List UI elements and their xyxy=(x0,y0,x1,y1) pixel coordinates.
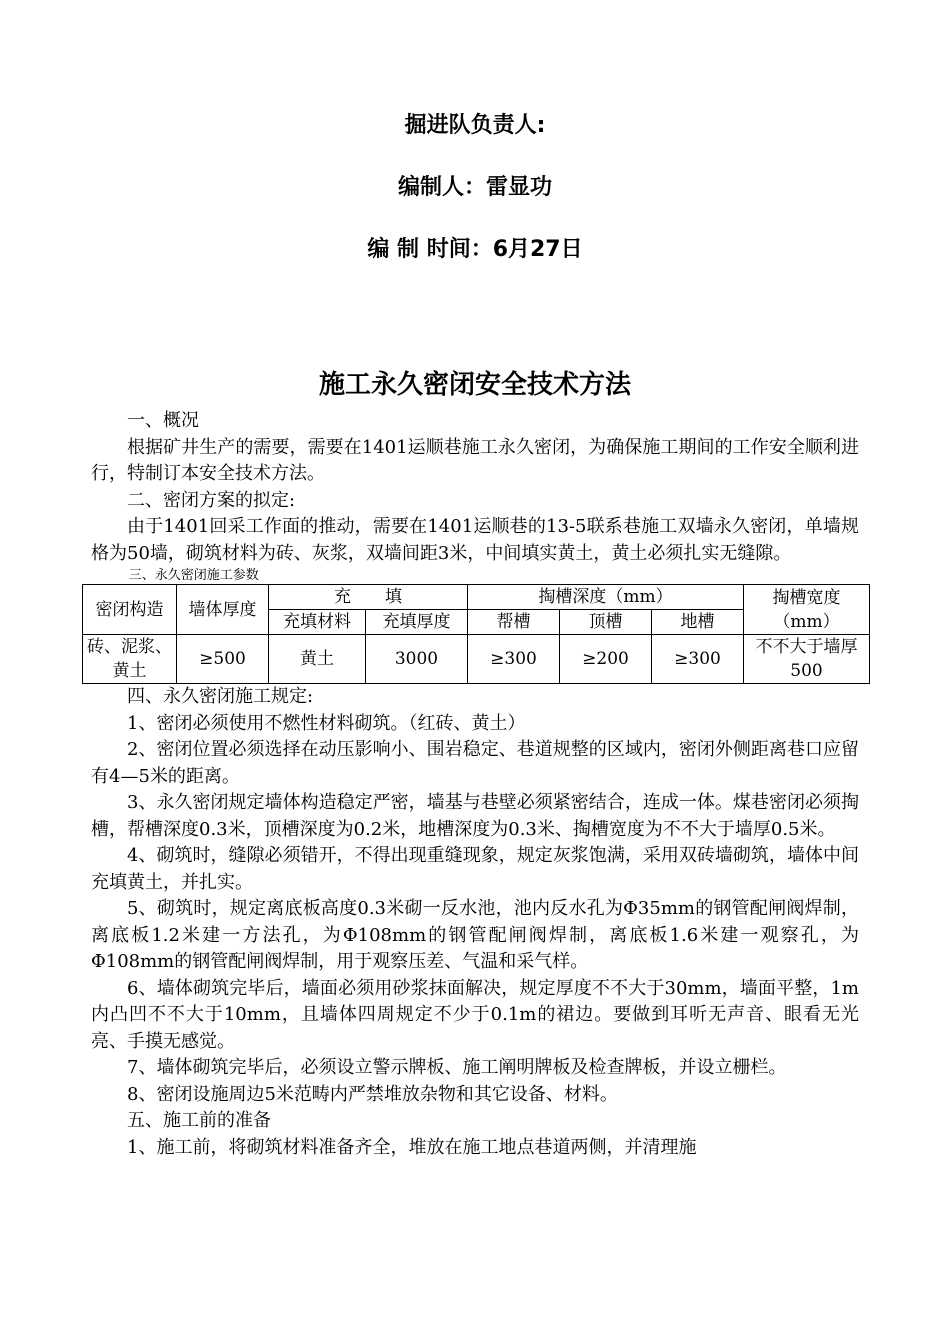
header-fill-thickness: 充填厚度 xyxy=(366,610,468,635)
header-groove-depth: 掏槽深度（mm） xyxy=(468,585,744,610)
parameter-table xyxy=(82,584,870,684)
document-body xyxy=(87,408,859,1161)
document-title: 施工永久密闭安全技术方法 xyxy=(318,370,631,400)
cell-structure: 砖、泥浆、黄土 xyxy=(83,635,177,684)
rule-item: 3、永久密闭规定墙体构造稳定严密，墙基与巷壁必须紧密结合，连成一体。煤巷密闭必须掏槽，帮槽深度0.3米，顶槽深度为0.2米，地槽深度为0.3米、掏槽宽度为不不大于墙厚0.5米。 xyxy=(91,792,859,840)
header-leader: 掘进队负责人: xyxy=(404,113,546,138)
header-floor-groove: 地槽 xyxy=(652,610,744,635)
table-caption: 三、永久密闭施工参数 xyxy=(128,568,259,583)
rule-item: 7、墙体砌筑完毕后，必须设立警示牌板、施工阐明牌板及检查牌板，并设立栅栏。 xyxy=(127,1057,787,1078)
preparation-item: 1、施工前，将砌筑材料准备齐全，堆放在施工地点巷道两侧，并清理施 xyxy=(127,1136,697,1158)
rule-item: 6、墙体砌筑完毕后，墙面必须用砂浆抹面解决，规定厚度不不大于30mm，墙面平整，1m内凸凹不不大于10mm，且墙体四周规定不少于0.1m的裙边。要做到耳听无声音、眼看无光亮、手摸无感觉。 xyxy=(91,977,859,1052)
cell-groove-width: 不不大于墙厚500 xyxy=(744,635,870,684)
header-compiler: 编制人：雷显功 xyxy=(397,175,552,200)
section-heading-plan: 二、密闭方案的拟定: xyxy=(127,489,296,511)
rule-item: 8、密闭设施周边5米范畴内严禁堆放杂物和其它设备、材料。 xyxy=(127,1083,618,1105)
section-heading-preparation: 五、施工前的准备 xyxy=(127,1110,271,1131)
cell-side-groove: ≥300 xyxy=(468,635,560,684)
header-groove-width: 掏槽宽度（mm） xyxy=(744,585,870,635)
header-side-groove: 帮槽 xyxy=(468,610,560,635)
cell-top-groove: ≥200 xyxy=(560,635,652,684)
header-top-groove: 顶槽 xyxy=(560,610,652,635)
paragraph-overview: 根据矿井生产的需要，需要在1401运顺巷施工永久密闭，为确保施工期间的工作安全顺利进行，特制订本安全技术方法。 xyxy=(91,436,859,484)
section-heading-rules: 四、永久密闭施工规定: xyxy=(127,686,314,707)
cell-fill-material: 黄土 xyxy=(269,635,366,684)
rule-item: 4、砌筑时，缝隙必须错开，不得出现重缝现象，规定灰浆饱满，采用双砖墙砌筑，墙体中间充填黄土，并扎实。 xyxy=(91,845,859,893)
header-thickness: 墙体厚度 xyxy=(177,585,269,635)
rule-item: 5、砌筑时，规定离底板高度0.3米砌一反水池，池内反水孔为Φ35mm的钢管配闸阀焊制，离底板1.2米建一方法孔，为Φ108mm的钢管配闸阀焊制，离底板1.6米建一观察孔，为Φ108mm的钢管配闸阀焊制，用于观察压差、气温和采气样。 xyxy=(91,898,859,972)
cell-fill-thickness: 3000 xyxy=(366,635,468,684)
header-time: 编 制 时间：6月27日 xyxy=(367,237,583,262)
header-structure: 密闭构造 xyxy=(83,585,177,635)
rule-item: 1、密闭必须使用不燃性材料砌筑。（红砖、黄土） xyxy=(127,712,526,734)
section-heading-overview: 一、概况 xyxy=(127,410,199,431)
cell-thickness: ≥500 xyxy=(177,635,269,684)
header-fill: 充 填 xyxy=(269,585,468,610)
header-fill-material: 充填材料 xyxy=(269,610,366,635)
cell-floor-groove: ≥300 xyxy=(652,635,744,684)
rule-item: 2、密闭位置必须选择在动压影响小、围岩稳定、巷道规整的区域内，密闭外侧距离巷口应留有4—5米的距离。 xyxy=(91,739,859,787)
paragraph-plan: 由于1401回采工作面的推动，需要在1401运顺巷的13-5联系巷施工双墙永久密闭，单墙规格为50墙，砌筑材料为砖、灰浆，双墙间距3米，中间填实黄土，黄土必须扎实无缝隙。 xyxy=(91,516,859,564)
